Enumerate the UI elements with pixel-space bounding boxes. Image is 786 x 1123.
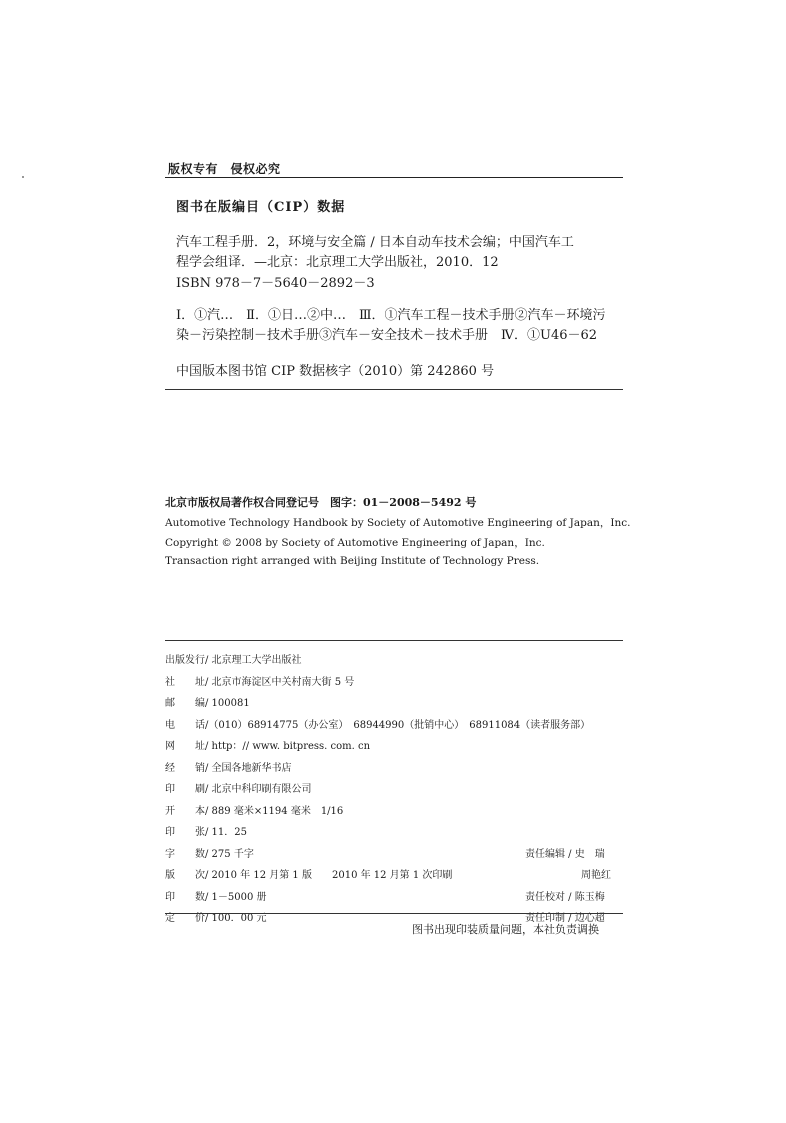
row-label: 电 话: [165, 720, 205, 731]
row-value: / 1－5000 册: [205, 892, 267, 903]
editor-in-charge: 责任编辑 / 史 瑞: [525, 849, 605, 860]
printing-supervisor: 责任印制 / 边心超: [525, 913, 605, 924]
row-label: 网 址: [165, 741, 205, 752]
publishing-row: [165, 716, 590, 731]
row-label: 经 销: [165, 763, 205, 774]
row-value: / 北京中科印刷有限公司: [205, 784, 312, 795]
cip-subject-1: Ⅰ．①汽… Ⅱ．①日…②中… Ⅲ．①汽车工程－技术手册②汽车－环境污: [176, 308, 606, 323]
editor-in-charge-2: 周艳红: [581, 870, 611, 881]
copyright-line-3: Transaction right arranged with Beijing Institute of Technology Press.: [165, 555, 540, 567]
row-label: 出版发行: [165, 655, 205, 666]
row-value: / 889 毫米×1194 毫米 1/16: [205, 806, 344, 817]
row-value: / 100081: [205, 698, 250, 709]
copyright-notice-header: 版权专有 侵权必究: [168, 162, 281, 176]
publishing-row: [165, 651, 302, 666]
publishing-bottom-rule: [165, 913, 623, 914]
proofreader: 责任校对 / 陈玉梅: [525, 892, 605, 903]
row-label: 版 次: [165, 870, 205, 881]
row-label: 开 本: [165, 806, 205, 817]
publishing-row: [165, 673, 354, 688]
row-value: / 北京理工大学出版社: [205, 655, 302, 666]
row-label: 字 数: [165, 849, 205, 860]
publishing-row: [165, 802, 343, 817]
cip-title: 图书在版编目（CIP）数据: [176, 200, 346, 215]
publishing-row: [165, 759, 292, 774]
row-value: / 北京市海淀区中关村南大街 5 号: [205, 677, 355, 688]
row-value: / http：// www. bitpress. com. cn: [205, 741, 371, 752]
cip-library-number: 中国版本图书馆 CIP 数据核字（2010）第 242860 号: [176, 364, 495, 379]
row-label: 社 址: [165, 677, 205, 688]
publishing-row: [165, 737, 370, 752]
row-value: / 100．00 元: [205, 913, 267, 924]
copyright-line-1: Automotive Technology Handbook by Society of Automotive Engineering of Japan，Inc.: [165, 517, 631, 529]
cip-subject-2: 染－污染控制－技术手册③汽车－安全技术－技术手册 Ⅳ．①U46－62: [176, 328, 598, 343]
publishing-row: [165, 823, 247, 838]
row-label: 定 价: [165, 913, 205, 924]
cip-line-1: 汽车工程手册．2，环境与安全篇 / 日本自动车技术会编；中国汽车工: [176, 235, 574, 250]
cip-line-2: 程学会组译．—北京：北京理工大学出版社，2010．12: [176, 255, 499, 270]
row-value: / 11．25: [205, 827, 247, 838]
publishing-top-rule: [165, 640, 623, 641]
row-label: 印 数: [165, 892, 205, 903]
row-label: 印 刷: [165, 784, 205, 795]
publishing-row: [165, 780, 312, 795]
row-label: 邮 编: [165, 698, 205, 709]
row-value: / 全国各地新华书店: [205, 763, 292, 774]
publishing-row: [165, 866, 452, 881]
cip-rule: [165, 389, 623, 390]
publishing-row: [165, 909, 267, 924]
scan-speck: [22, 176, 24, 178]
row-value: /（010）68914775（办公室） 68944990（批销中心） 68911084（读者服务部）: [205, 720, 591, 731]
publishing-row: [165, 888, 267, 903]
cip-isbn: ISBN 978－7－5640－2892－3: [176, 276, 375, 291]
publishing-row: [165, 845, 254, 860]
row-label: 印 张: [165, 827, 205, 838]
row-value: / 2010 年 12 月第 1 版 2010 年 12 月第 1 次印刷: [205, 870, 453, 881]
copyright-register: 北京市版权局著作权合同登记号 图字：01－2008－5492 号: [165, 496, 477, 509]
quality-notice: 图书出现印装质量问题，本社负责调换: [412, 923, 599, 936]
header-rule: [165, 177, 623, 178]
row-value: / 275 千字: [205, 849, 254, 860]
publishing-row: [165, 694, 250, 709]
copyright-line-2: Copyright © 2008 by Society of Automotive Engineering of Japan，Inc.: [165, 537, 545, 549]
